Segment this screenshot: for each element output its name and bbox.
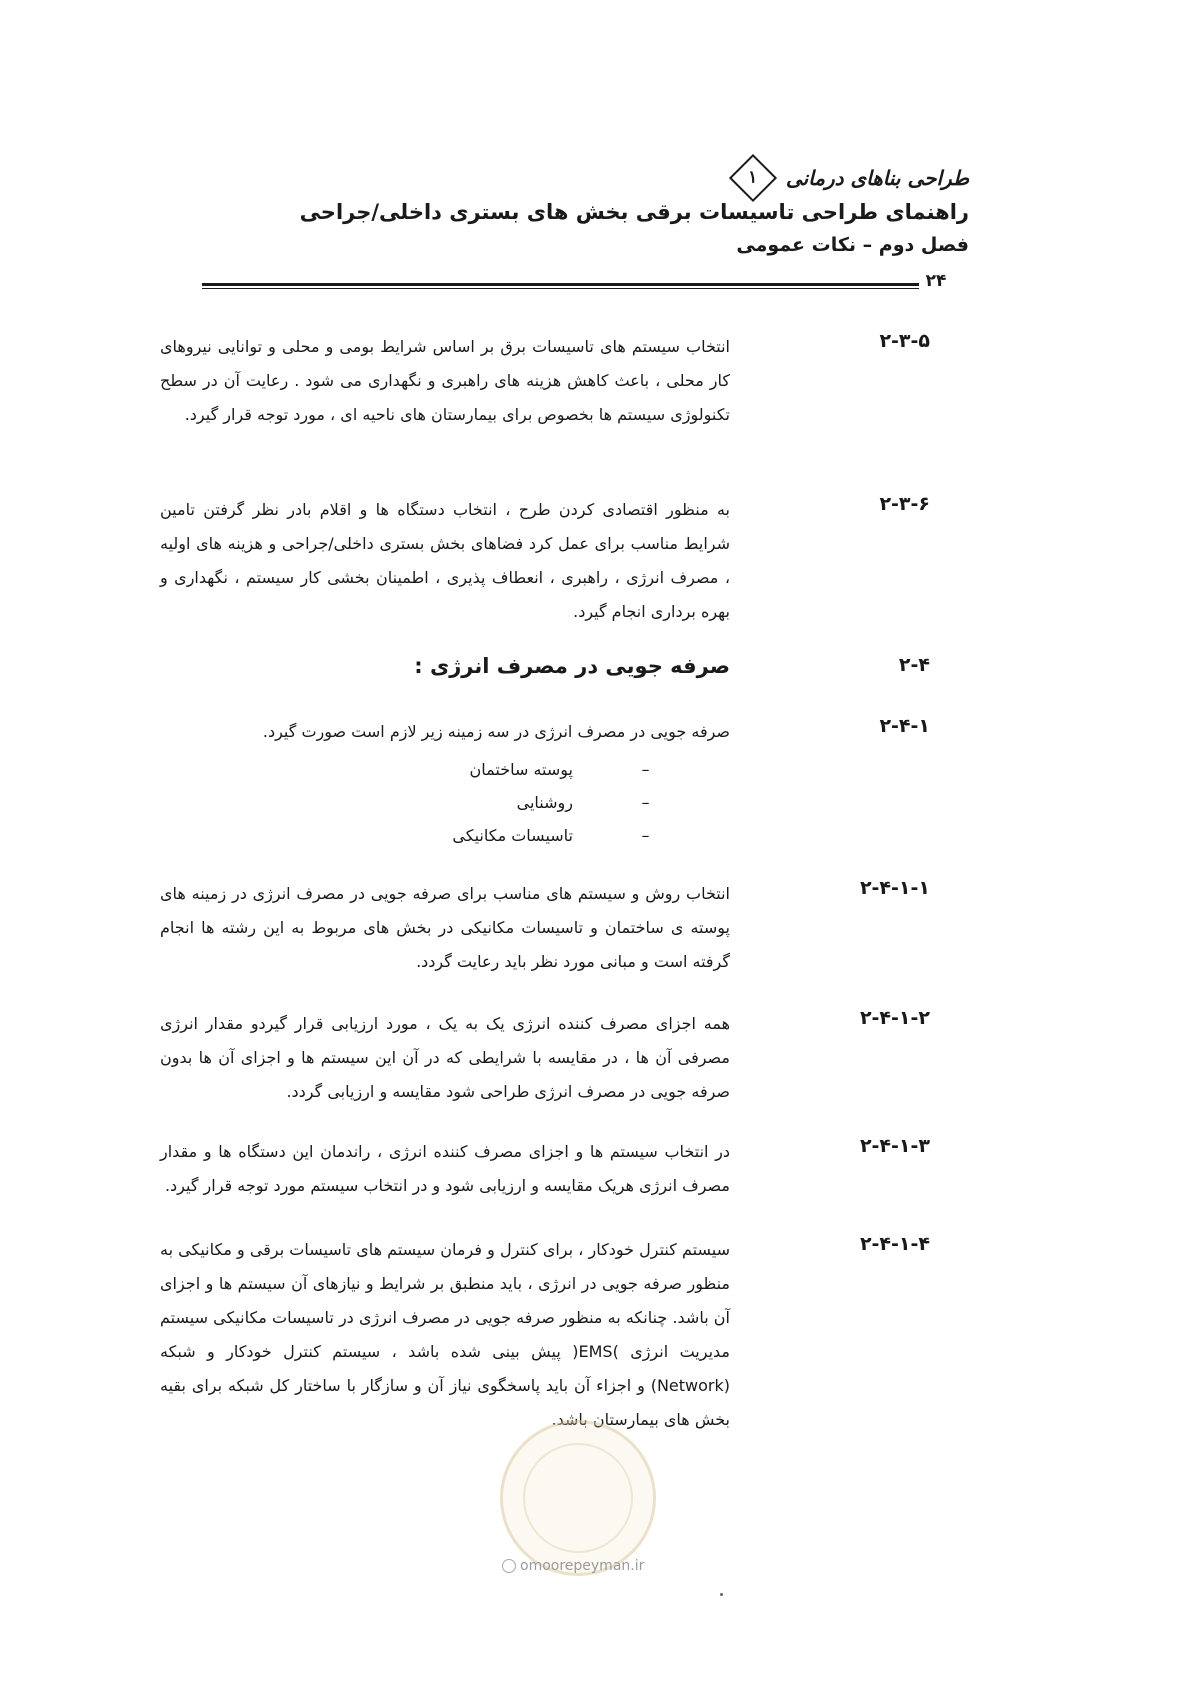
section-2-4-1-3: [160, 1135, 930, 1203]
section-2-4-1-2: [160, 1007, 930, 1109]
section-number: ۲-۴: [898, 654, 930, 676]
section-number: ۲-۳-۵: [879, 330, 930, 352]
section-number: ۲-۴-۱-۴: [859, 1233, 930, 1255]
series-number: ۱: [748, 168, 758, 189]
list-item: – تاسیسات مکانیکی: [160, 819, 718, 852]
header-divider-thick: [202, 283, 919, 286]
header-divider-thin: [202, 288, 919, 289]
section-2-4-1-4: [160, 1233, 930, 1437]
list-item-text: روشنایی: [516, 793, 573, 812]
section-text: سیستم کنترل خودکار ، برای کنترل و فرمان سیستم های تاسیسات برقی و مکانیکی به منظور صرفه جویی در انرژی ، باید منطبق بر شرایط و نیازهای آن سیستم ها و اجزای آن باشد. چنانکه به منظور صرفه جویی در مصرف انرژی در تاسیسات مکانیکی سیستم مدیریت انرژی )EMS( پیش بینی شده باشد ، سیستم کنترل خودکار و شبکه (Network) و اجزاء آن باید پاسخگوی نیاز آن و سازگار با ساختار کل شبکه برای بقیه بخش های بیمارستان باشد.: [160, 1240, 731, 1429]
header-divider: [202, 280, 947, 292]
series-title: طراحی بناهای درمانی: [785, 166, 969, 190]
list-item: – پوسته ساختمان: [160, 753, 718, 786]
chapter-title: فصل دوم – نکات عمومی: [736, 234, 969, 256]
section-2-3-5: [160, 330, 930, 432]
section-text: به منظور اقتصادی کردن طرح ، انتخاب دستگاه ها و اقلام بادر نظر گرفتن تامین شرایط مناسب برای عمل کرد فضاهای بخش بستری داخلی/جراحی و هزینه های اولیه ، مصرف انرژی ، راهبری ، انعطاف پذیری ، اطمینان بخشی کار سیستم ، نگهداری و بهره برداری انجام گیرد.: [160, 500, 730, 621]
list-item: – روشنایی: [160, 786, 718, 819]
bullet-list: [160, 753, 718, 852]
decorative-dot: [720, 1593, 723, 1596]
section-number: ۲-۴-۱-۱: [859, 877, 930, 899]
section-text: در انتخاب سیستم ها و اجزای مصرف کننده انرژی ، راندمان این دستگاه ها و مقدار مصرف انرژی هریک مقایسه و ارزیابی شود و در انتخاب سیستم مورد توجه قرار گیرد.: [160, 1142, 730, 1195]
section-number: ۲-۴-۱: [879, 715, 930, 737]
page-header: [209, 158, 969, 264]
series-title-row: [209, 158, 969, 198]
section-2-4-heading: [160, 654, 930, 678]
at-sign-icon: [502, 1559, 516, 1573]
page-number: ۲۴: [925, 271, 947, 291]
section-number: ۲-۴-۱-۳: [859, 1135, 930, 1157]
section-text: انتخاب روش و سیستم های مناسب برای صرفه جویی در مصرف انرژی در زمینه های پوسته ی ساختمان و تاسیسات مکانیکی در بخش های مربوط به این رشته ها انجام گرفته است و مبانی مورد نظر باید رعایت گردد.: [160, 884, 730, 971]
watermark-text: omoorepeyman.ir: [520, 1558, 645, 1574]
section-number: ۲-۳-۶: [879, 493, 930, 515]
watermark-caption: [502, 1558, 702, 1574]
series-number-badge: [729, 154, 777, 202]
section-text: صرفه جویی در مصرف انرژی در سه زمینه زیر لازم است صورت گیرد.: [262, 722, 730, 741]
section-text: همه اجزای مصرف کننده انرژی یک به یک ، مورد ارزیابی قرار گیردو مقدار انرژی مصرفی آن ها ، در مقایسه با شرایطی که در آن این سیستم ها و اجزای آن ها بدون صرفه جویی در مصرف انرژی طراحی شود مقایسه و ارزیابی گردد.: [160, 1014, 730, 1101]
document-title: راهنمای طراحی تاسیسات برقی بخش های بستری داخلی/جراحی: [299, 200, 969, 224]
section-2-4-1: [160, 715, 930, 852]
section-number: ۲-۴-۱-۲: [859, 1007, 930, 1029]
list-item-text: پوسته ساختمان: [469, 760, 573, 779]
section-2-3-6: [160, 493, 930, 629]
watermark-seal-inner: [523, 1443, 633, 1553]
section-heading: صرفه جویی در مصرف انرژی :: [414, 654, 730, 678]
section-text: انتخاب سیستم های تاسیسات برق بر اساس شرایط بومی و محلی و توانایی نیروهای کار محلی ، باعث کاهش هزینه های راهبری و نگهداری می شود . رعایت آن در سطح تکنولوژی سیستم ها بخصوص برای بیمارستان های ناحیه ای ، مورد توجه قرار گیرد.: [160, 337, 730, 424]
section-2-4-1-1: [160, 877, 930, 979]
list-item-text: تاسیسات مکانیکی: [452, 826, 573, 845]
watermark-seal: [500, 1420, 656, 1576]
